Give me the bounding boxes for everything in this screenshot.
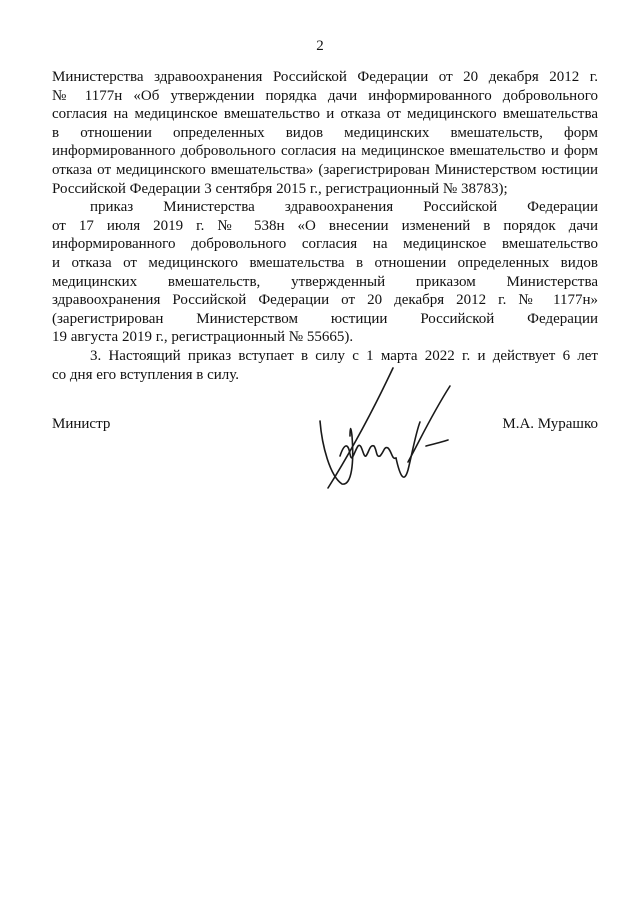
text-line: (зарегистрирован Министерством юстиции Российской Федерации	[52, 310, 598, 327]
text-line: со дня его вступления в силу.	[52, 366, 240, 383]
text-line: Российской Федерации 3 сентября 2015 г., регистрационный № 38783);	[52, 180, 508, 197]
text-line: приказ Министерства здравоохранения Российской Федерации	[90, 199, 598, 216]
text-line: согласия на медицинское вмешательство и отказа от медицинского вмешательства	[52, 106, 598, 123]
text-line: от 17 июля 2019 г. № 538н «О внесении изменений в порядок дачи	[52, 217, 598, 234]
handwritten-signature	[308, 366, 458, 496]
text-line: отказа от медицинского вмешательства» (зарегистрирован Министерством юстиции	[52, 161, 598, 178]
document-body	[52, 68, 598, 384]
text-line: № 1177н «Об утверждении порядка дачи информированного добровольного	[52, 87, 598, 104]
text-line: информированного добровольного согласия на медицинское вмешательство	[52, 236, 598, 253]
signer-position: Министр	[52, 416, 111, 432]
text-line: информированного добровольного согласия на медицинское вмешательство и форм	[52, 143, 598, 160]
text-line: в отношении определенных видов медицинских вмешательств, форм	[52, 124, 598, 141]
text-line: Министерства здравоохранения Российской Федерации от 20 декабря 2012 г.	[52, 69, 598, 85]
text-line: 19 августа 2019 г., регистрационный № 55665).	[52, 329, 354, 346]
text-line: и отказа от медицинского вмешательства в отношении определенных видов	[52, 254, 598, 271]
signer-name: М.А. Мурашко	[502, 416, 598, 432]
page-number: 2	[316, 38, 324, 54]
text-line: здравоохранения Российской Федерации от 20 декабря 2012 г. № 1177н»	[52, 292, 598, 309]
text-line: медицинских вмешательств, утвержденный приказом Министерства	[52, 273, 598, 290]
text-line: 3. Настоящий приказ вступает в силу с 1 марта 2022 г. и действует 6 лет	[90, 347, 598, 364]
